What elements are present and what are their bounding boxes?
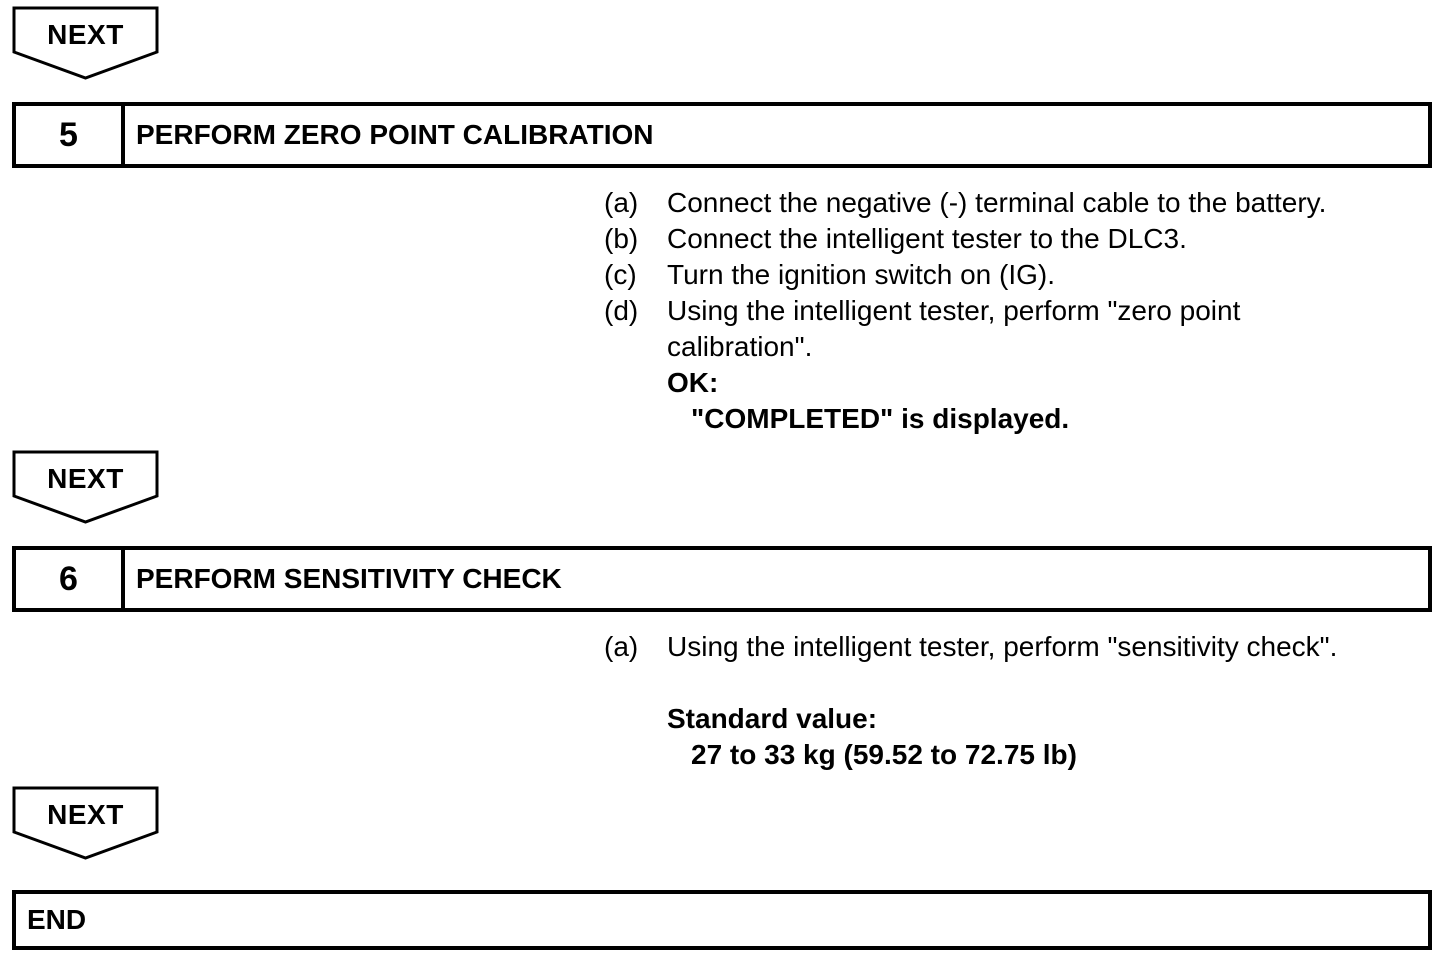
- item-text: Connect the intelligent tester to the DLC3.: [667, 223, 1187, 254]
- next-button[interactable]: [12, 450, 159, 525]
- standard-value-label: Standard value:: [667, 703, 878, 734]
- item-letter: (c): [604, 259, 637, 290]
- step-6-header: [12, 546, 1432, 612]
- item-letter: (a): [604, 187, 639, 218]
- step-5-header: [12, 102, 1432, 168]
- next-label: NEXT: [47, 19, 124, 50]
- step-title: PERFORM ZERO POINT CALIBRATION: [136, 119, 654, 150]
- item-text: Connect the negative (-) terminal cable to the battery.: [667, 187, 1327, 218]
- item-text-continued: calibration".: [667, 331, 813, 362]
- item-letter: (a): [604, 631, 639, 662]
- step-number: 6: [16, 550, 125, 608]
- next-label: NEXT: [47, 799, 124, 830]
- next-button[interactable]: [12, 6, 159, 81]
- item-text: Turn the ignition switch on (IG).: [667, 259, 1056, 290]
- next-button[interactable]: [12, 786, 159, 861]
- item-letter: (d): [604, 295, 639, 326]
- standard-value: 27 to 33 kg (59.52 to 72.75 lb): [691, 739, 1077, 770]
- step-number: 5: [16, 106, 125, 164]
- result-label: OK:: [667, 367, 719, 398]
- result-value: "COMPLETED" is displayed.: [691, 403, 1070, 434]
- end-box: END: [12, 890, 1432, 950]
- item-letter: (b): [604, 223, 639, 254]
- item-text: Using the intelligent tester, perform "sensitivity check".: [667, 631, 1338, 662]
- next-label: NEXT: [47, 463, 124, 494]
- step-title: PERFORM SENSITIVITY CHECK: [136, 563, 562, 594]
- item-text: Using the intelligent tester, perform "zero point: [667, 295, 1241, 326]
